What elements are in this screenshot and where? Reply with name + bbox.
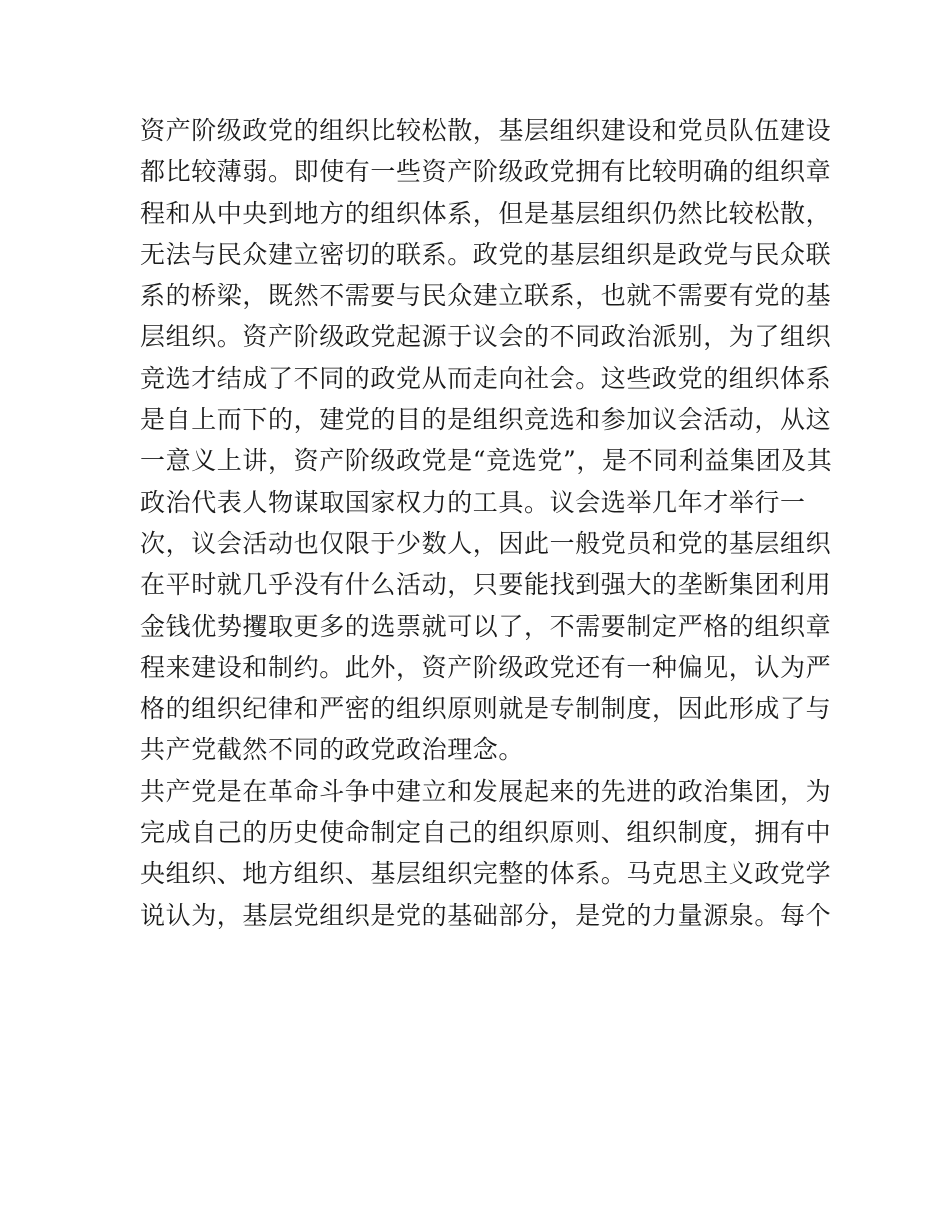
text-line: 层组织。资产阶级政党起源于议会的不同政治派别，为了组织 [140, 322, 832, 352]
text-line: 共产党是在革命斗争中建立和发展起来的先进的政治集团，为 [140, 776, 832, 806]
text-line: 程和从中央到地方的组织体系，但是基层组织仍然比较松散， [140, 198, 832, 228]
text-line: 央组织、地方组织、基层组织完整的体系。马克思主义政党学 [140, 859, 832, 889]
text-line: 一意义上讲，资产阶级政党是“竞选党”，是不同利益集团及其 [140, 446, 833, 476]
text-line: 次，议会活动也仅限于少数人，因此一般党员和党的基层组织 [140, 528, 832, 558]
text-line: 完成自己的历史使命制定自己的组织原则、组织制度，拥有中 [140, 818, 832, 848]
text-line: 都比较薄弱。即使有一些资产阶级政党拥有比较明确的组织章 [140, 157, 832, 187]
text-line: 程来建设和制约。此外，资产阶级政党还有一种偏见，认为严 [140, 652, 832, 682]
text-line: 资产阶级政党的组织比较松散，基层组织建设和党员队伍建设 [140, 116, 832, 145]
text-line: 在平时就几乎没有什么活动，只要能找到强大的垄断集团利用 [140, 570, 832, 600]
text-line: 说认为，基层党组织是党的基础部分，是党的力量源泉。每个 [140, 900, 832, 930]
body-text [140, 110, 833, 936]
text-line: 政治代表人物谋取国家权力的工具。议会选举几年才举行一 [140, 487, 806, 517]
text-line: 系的桥梁，既然不需要与民众建立联系，也就不需要有党的基 [140, 281, 832, 311]
text-line: 无法与民众建立密切的联系。政党的基层组织是政党与民众联 [140, 239, 832, 269]
text-line: 竞选才结成了不同的政党从而走向社会。这些政党的组织体系 [140, 363, 832, 393]
text-line: 格的组织纪律和严密的组织原则就是专制制度，因此形成了与 [140, 694, 832, 724]
text-line: 是自上而下的，建党的目的是组织竞选和参加议会活动，从这 [140, 405, 832, 435]
text-line: 共产党截然不同的政党政治理念。 [140, 735, 525, 765]
text-line: 金钱优势攫取更多的选票就可以了，不需要制定严格的组织章 [140, 611, 832, 641]
